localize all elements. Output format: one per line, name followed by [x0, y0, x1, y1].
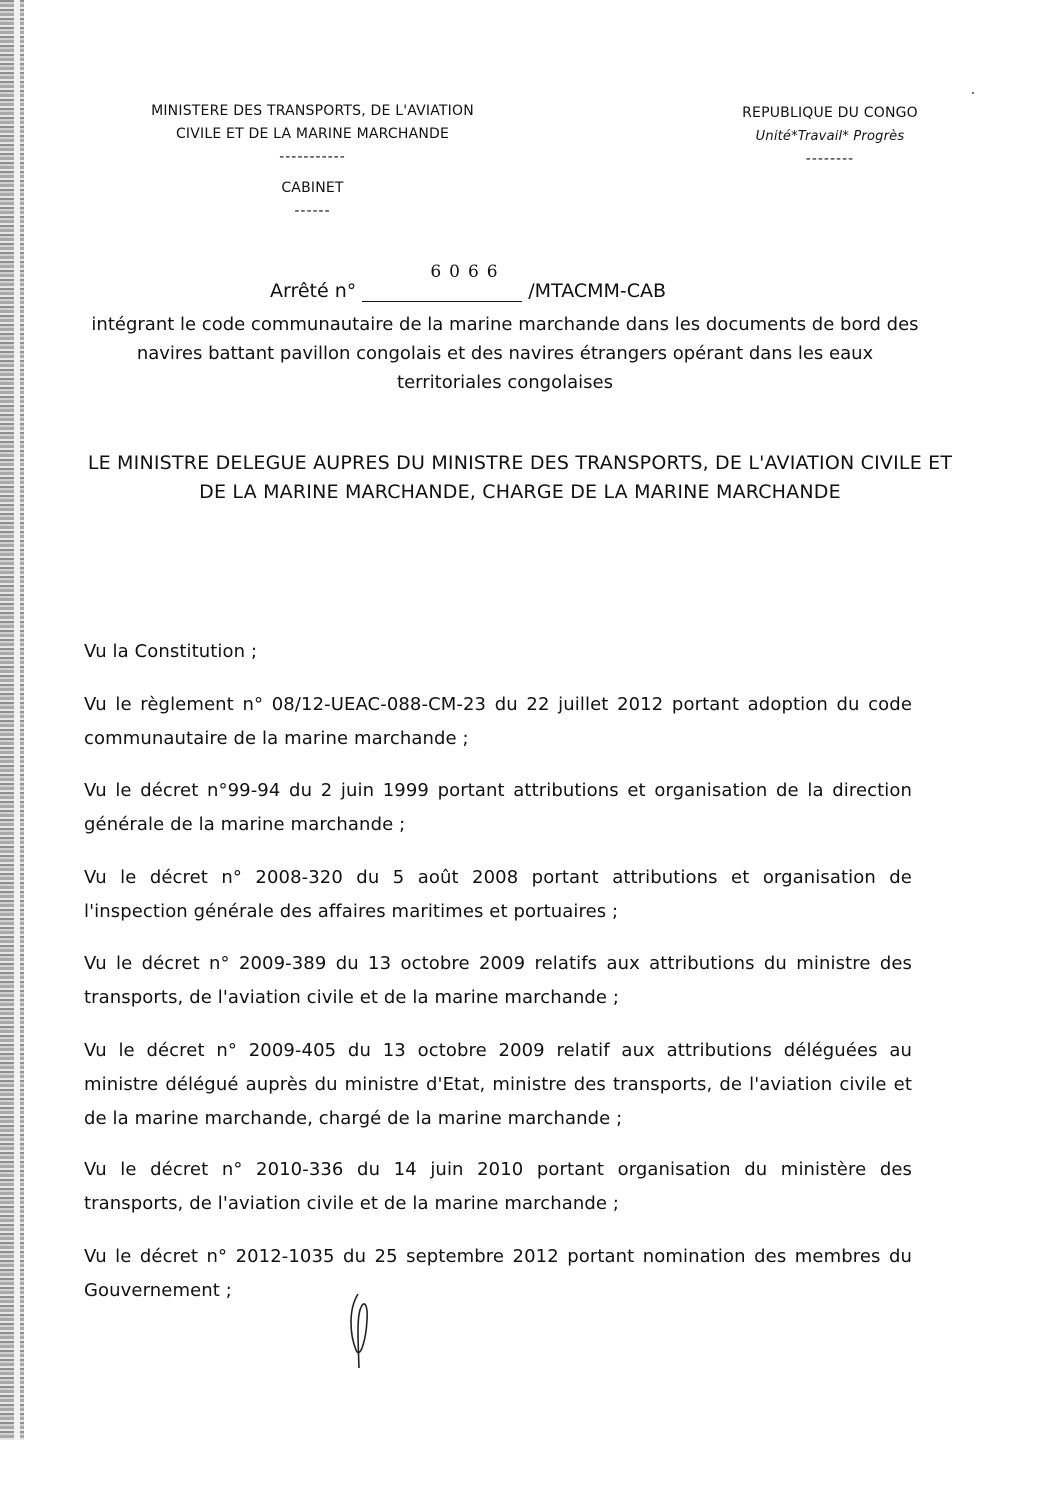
number-blank-line — [362, 283, 522, 302]
visa-paragraph: Vu la Constitution ; — [84, 641, 258, 662]
ministry-name-line2: CIVILE ET DE LA MARINE MARCHANDE — [175, 126, 450, 142]
scan-speck — [972, 92, 974, 94]
initials-signature — [340, 1290, 380, 1370]
decree-subject: intégrant le code communautaire de la marine marchande dans les documents de bord des navires battant pavillon congolais et des navires étrangers opérant dans les eaux territoriales congolaises — [91, 314, 919, 393]
visa-paragraph: Vu le décret n° 2009-405 du 13 octobre 2009 relatif aux attributions déléguées au ministre délégué auprès du ministre d'Etat, ministre des transports, de l'aviation civile et de la marine marchande, chargé de la marine marchande ; — [84, 1040, 912, 1129]
cabinet-label: CABINET — [281, 180, 344, 196]
arrete-label: Arrêté n° — [270, 280, 357, 302]
visa-paragraph: Vu le décret n° 2009-389 du 13 octobre 2009 relatifs aux attributions du ministre des transports, de l'aviation civile et de la marine marchande ; — [84, 953, 912, 1008]
visa-paragraph: Vu le règlement n° 08/12-UEAC-088-CM-23 du 22 juillet 2012 portant adoption du code communautaire de la marine marchande ; — [84, 694, 912, 749]
scan-edge-highlight — [14, 0, 20, 1440]
arrete-number: 6066 — [430, 262, 506, 282]
national-motto: Unité*Travail* Progrès — [755, 129, 905, 144]
cabinet-divider: ------ — [294, 203, 331, 219]
arrete-title — [270, 280, 750, 302]
header-divider: ----------- — [279, 149, 346, 165]
ministry-name-line1: MINISTERE DES TRANSPORTS, DE L'AVIATION — [151, 103, 474, 119]
scan-edge — [0, 0, 24, 1440]
ministry-header — [100, 100, 525, 223]
visa-paragraph: Vu le décret n° 2012-1035 du 25 septembre 2012 portant nomination des membres du Gouvernement ; — [84, 1246, 912, 1301]
minister-title: LE MINISTRE DELEGUE AUPRES DU MINISTRE DES TRANSPORTS, DE L'AVIATION CIVILE ET DE LA MARINE MARCHANDE, CHARGE DE LA MARINE MARCHANDE — [87, 452, 953, 503]
republic-header — [725, 102, 935, 171]
visa-paragraph: Vu le décret n° 2008-320 du 5 août 2008 portant attributions et organisation de l'inspection générale des affaires maritimes et portuaires ; — [84, 867, 912, 922]
visa-paragraph: Vu le décret n° 2010-336 du 14 juin 2010 portant organisation du ministère des transports, de l'aviation civile et de la marine marchande ; — [84, 1159, 912, 1214]
country-name: REPUBLIQUE DU CONGO — [742, 105, 918, 121]
republic-divider: -------- — [805, 151, 855, 167]
visa-paragraph: Vu le décret n°99-94 du 2 juin 1999 portant attributions et organisation de la direction générale de la marine marchande ; — [84, 780, 912, 835]
arrete-reference: /MTACMM-CAB — [528, 280, 667, 302]
